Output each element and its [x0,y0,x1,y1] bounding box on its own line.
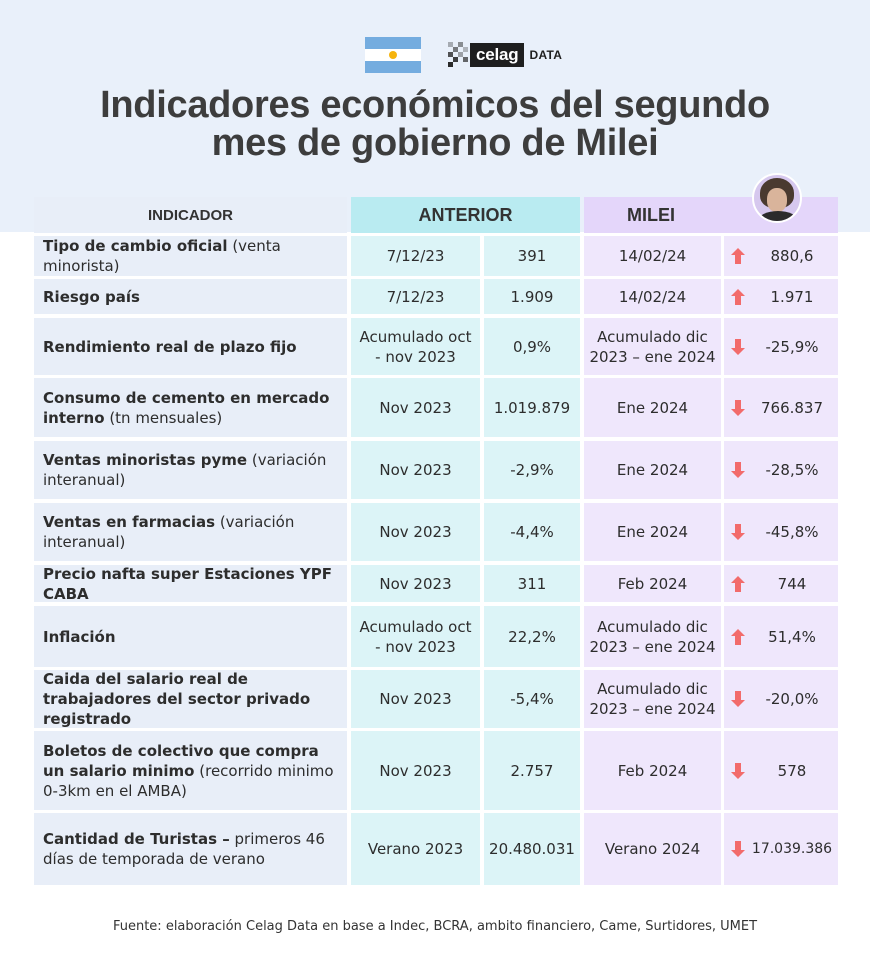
arrow-down-icon [730,524,746,540]
indicator-name [43,388,337,428]
previous-date-cell: Nov 2023 [351,670,480,728]
arrow-down-icon [730,339,746,355]
arrow-down-icon [730,841,746,857]
previous-value-cell: 1.909 [484,279,580,314]
source-note: Fuente: elaboración Celag Data en base a Indec, BCRA, ambito financiero, Came, Surtidores, UMET [112,919,758,934]
logo-brand: celag [470,43,524,67]
indicator-name-bold: Caida del salario real de trabajadores del sector privado registrado [43,670,311,728]
indicator-cell [34,279,347,314]
previous-date-cell: Nov 2023 [351,731,480,810]
milei-value: -28,5% [765,461,819,479]
previous-date-cell: Acumulado oct - nov 2023 [351,606,480,667]
milei-value-cell [724,441,838,499]
milei-value: -25,9% [765,337,819,356]
header-previous: ANTERIOR [351,197,580,233]
previous-date-cell: Nov 2023 [351,378,480,437]
milei-value-cell [724,731,838,810]
indicator-name-bold: Precio nafta super Estaciones YPF CABA [43,564,333,603]
milei-date-cell: 14/02/24 [584,236,721,276]
indicator-name [43,287,140,307]
indicator-cell [34,378,347,437]
milei-value-cell [724,606,838,667]
milei-value-cell [724,503,838,561]
arrow-up-icon [730,576,746,592]
indicator-name-bold: Riesgo país [43,287,140,306]
milei-value-cell [724,378,838,437]
previous-value-cell: -2,9% [484,441,580,499]
indicator-name-detail: (variación interanual) [43,451,327,489]
milei-date-cell: Ene 2024 [584,441,721,499]
milei-date-cell: Ene 2024 [584,378,721,437]
title-line-2: mes de gobierno de Milei [211,122,659,164]
previous-value-cell: 2.757 [484,731,580,810]
indicator-cell [34,318,347,375]
indicator-name-bold: Ventas en farmacias [43,513,216,531]
indicator-name-bold: Consumo de cemento en mercado interno [43,388,330,427]
previous-date-cell: Acumulado oct - nov 2023 [351,318,480,375]
previous-date-cell: Verano 2023 [351,813,480,885]
arrow-up-icon [730,289,746,305]
indicator-name [43,627,116,647]
indicator-cell [34,441,347,499]
indicator-name-detail: (recorrido minimo 0-3km en el AMBA) [43,761,334,800]
indicator-cell [34,606,347,667]
milei-date-cell: Verano 2024 [584,813,721,885]
indicator-cell [34,503,347,561]
milei-value: 1.971 [770,287,814,306]
indicator-name-detail: (tn mensuales) [104,408,223,427]
previous-date-cell: Nov 2023 [351,565,480,602]
arrow-up-icon [730,629,746,645]
previous-date-cell: 7/12/23 [351,236,480,276]
celag-data-logo [448,42,562,68]
indicator-name [43,829,337,869]
milei-avatar [752,173,802,223]
arrow-down-icon [730,400,746,416]
previous-date-cell: Nov 2023 [351,441,480,499]
milei-date-cell: Feb 2024 [584,565,721,602]
indicator-name-bold: Boletos de colectivo que compra un salario minimo [43,741,319,780]
previous-date-cell: Nov 2023 [351,503,480,561]
header-milei: MILEI [584,197,838,233]
indicator-cell [34,670,347,728]
pixel-mark-icon [448,42,470,68]
milei-value: 744 [777,574,807,593]
logo-suffix: DATA [529,48,563,62]
milei-date-cell: 14/02/24 [584,279,721,314]
indicator-name-bold: Inflación [43,627,116,646]
milei-value-cell [724,318,838,375]
indicator-name [43,236,337,276]
arrow-down-icon [730,763,746,779]
indicator-name-bold: Ventas minoristas pyme [43,451,248,469]
milei-value-cell [724,236,838,276]
previous-value-cell: 22,2% [484,606,580,667]
arrow-up-icon [730,248,746,264]
previous-value-cell: 1.019.879 [484,378,580,437]
previous-date-cell: 7/12/23 [351,279,480,314]
page-title [0,86,870,162]
indicator-name-detail: (venta minorista) [43,237,281,275]
milei-value: 17.039.386 [751,841,833,857]
milei-value: 766.837 [760,398,824,417]
indicator-name-bold: Rendimiento real de plazo fijo [43,337,297,356]
milei-date-cell: Ene 2024 [584,503,721,561]
milei-date-cell: Acumulado dic 2023 – ene 2024 [584,606,721,667]
previous-value-cell: -4,4% [484,503,580,561]
arrow-down-icon [730,691,746,707]
indicator-name [43,337,297,357]
indicator-cell [34,813,347,885]
title-line-1: Indicadores económicos del segundo [100,84,770,126]
indicator-name [43,741,337,801]
previous-value-cell: 0,9% [484,318,580,375]
indicator-name [43,512,337,552]
milei-value: 578 [777,761,807,780]
argentina-flag-icon [365,37,421,73]
milei-value: 51,4% [768,627,816,646]
previous-value-cell: -5,4% [484,670,580,728]
milei-value-cell [724,565,838,602]
milei-date-cell: Acumulado dic 2023 – ene 2024 [584,670,721,728]
indicator-cell [34,236,347,276]
milei-value-cell [724,279,838,314]
previous-value-cell: 20.480.031 [484,813,580,885]
milei-date-cell: Acumulado dic 2023 – ene 2024 [584,318,721,375]
indicator-cell [34,565,347,602]
indicator-name [43,564,337,604]
header-indicator: INDICADOR [34,197,347,233]
milei-value: 880,6 [770,247,814,265]
milei-value-cell [724,813,838,885]
previous-value-cell: 391 [484,236,580,276]
milei-date-cell: Feb 2024 [584,731,721,810]
milei-value: -45,8% [765,523,819,541]
previous-value-cell: 311 [484,565,580,602]
milei-value: -20,0% [765,690,819,708]
indicator-name [43,669,337,729]
milei-value-cell [724,670,838,728]
indicator-name-bold: Tipo de cambio oficial [43,237,228,255]
indicator-name-bold: Cantidad de Turistas – [43,830,230,848]
arrow-down-icon [730,462,746,478]
indicator-name-detail: (variación interanual) [43,513,295,551]
indicator-name-detail: primeros 46 días de temporada de verano [43,830,325,868]
indicator-cell [34,731,347,810]
indicator-name [43,450,337,490]
